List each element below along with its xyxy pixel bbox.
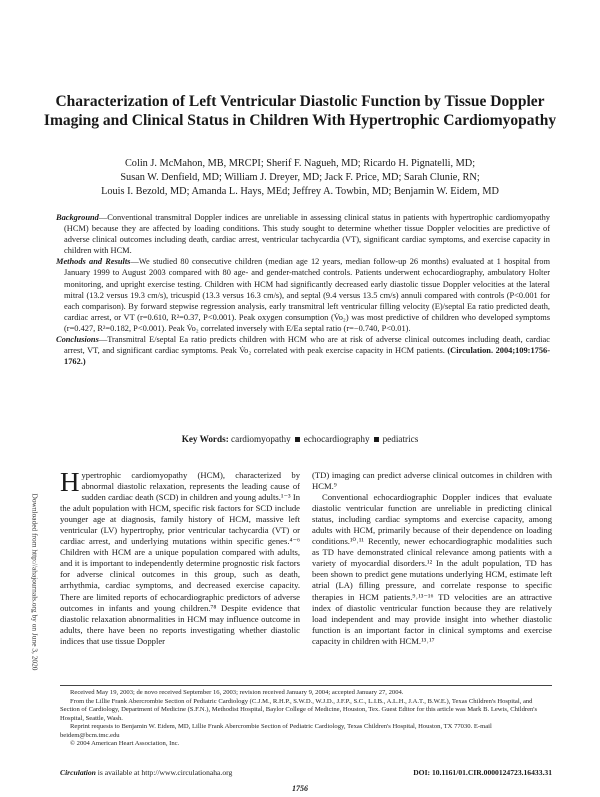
- methods-text: —We studied 80 consecutive children (median age 12 years, median follow-up 26 months) evaluated at 1 hospital from January 1999 to August 2003 compared with 80 age- and gender-matched controls. Patients underwent echocardiography, ambulatory Holter monitoring, and upright exercise testing. Children with HCM had significantly decreased early diastolic tissue Doppler velocities at the lateral mitral (13.2 versus 19.3 cm/s), tricuspid (13.3 versus 16.3 cm/s), and septal (9.4 versus 13.5 cm/s) annuli compared with controls (P<0.001 for each comparison). By forward stepwise regression analysis, early transmitral left ventricular filling velocity (E)/septal Ea ratio predicted death, cardiac arrest, or VT (r=0.610, R²=0.37, P<0.001). Peak oxygen consumption (V̇o₂) was most predictive of children who developed symptoms (r=0.427, R²=0.182, P<0.001). Peak V̇o₂ correlated inversely with E/Ea septal ratio (r=−0.740, P<0.01).: [64, 257, 551, 333]
- download-watermark: [28, 462, 42, 702]
- background-text: —Conventional transmitral Doppler indices are unreliable in assessing clinical status in patients with hypertrophic cardiomyopathy (HCM) because they are affected by loading conditions. This study sought to determine whether tissue Doppler velocities are predictive of adverse clinical outcomes including death, cardiac arrest, ventricular tachycardia (VT), significant cardiac symptoms, and exercise capacity in children with HCM.: [64, 213, 550, 256]
- drop-cap: H: [60, 467, 80, 497]
- abstract-methods: [56, 256, 550, 334]
- footnote-reprints: Reprint requests to Benjamin W. Eidem, MD, Lillie Frank Abercrombie Section of Pediatric Cardiology, Texas Children's Hospital, Houston, TX 77030. E-mail beidem@bcm.tmc.edu: [60, 723, 492, 739]
- availability-note: [60, 768, 232, 777]
- square-bullet-icon: [374, 437, 379, 442]
- footnote-affiliation: From the Lillie Frank Abercrombie Section of Pediatric Cardiology (C.J.M., R.H.P., S.W.D., W.J.D., J.F.P., S.C., L.I.B., A.L.H., J.A.T., B.W.E.), Texas Children's Hospital, and Section of Cardiology, Department of Medicine (S.F.N.), Methodist Hospital, Baylor College of Medicine, Houston, Tex. Guest Editor for this article was Mark B. Lewis, Children's Hospital, Seattle, Wash.: [60, 697, 538, 722]
- footnotes: [60, 689, 552, 749]
- background-label: Background: [56, 213, 99, 222]
- keyword-item: pediatrics: [382, 434, 419, 444]
- keywords-label: Key Words:: [181, 434, 229, 444]
- author-line: Colin J. McMahon, MB, MRCPI; Sherif F. Nagueh, MD; Ricardo H. Pignatelli, MD;: [124, 158, 476, 169]
- journal-url-text: is available at http://www.circulationaha.org: [95, 768, 233, 777]
- doi: DOI: 10.1161/01.CIR.0000124723.16433.31: [413, 768, 552, 777]
- square-bullet-icon: [295, 437, 300, 442]
- download-note-text: Downloaded from http://ahajournals.org by on June 3, 2020: [30, 493, 40, 671]
- abstract-conclusions: [56, 334, 550, 367]
- keywords: [40, 434, 560, 444]
- intro-continuation: (TD) imaging can predict adverse clinical outcomes in children with HCM.⁹: [312, 470, 552, 492]
- author-line: Susan W. Denfield, MD; William J. Dreyer, MD; Jack F. Price, MD; Sarah Clunie, RN;: [120, 172, 480, 183]
- conclusions-text: —Transmitral E/septal Ea ratio predicts children with HCM who are at risk of adverse clinical outcomes including death, cardiac arrest, VT, and significant cardiac symptoms. Peak V̇o₂ correlated with peak exercise capacity in HCM patients.: [64, 335, 550, 356]
- author-line: Louis I. Bezold, MD; Amanda L. Hays, MEd; Jeffrey A. Towbin, MD; Benjamin W. Eidem, MD: [101, 186, 499, 197]
- footnote-divider: [60, 685, 552, 686]
- abstract: [56, 212, 550, 367]
- article-title: Characterization of Left Ventricular Diastolic Function by Tissue Doppler Imaging and Clinical Status in Children With Hypertrophic Cardiomyopathy: [43, 93, 557, 129]
- citation: (Circulation. 2004;109:1756-1762.): [64, 346, 550, 367]
- journal-name: Circulation: [60, 768, 96, 777]
- intro-paragraph: [60, 467, 300, 647]
- body-column-right: [312, 470, 552, 647]
- body-column-left: [60, 467, 300, 647]
- conclusions-label: Conclusions: [56, 335, 99, 345]
- second-paragraph: Conventional echocardiographic Doppler indices that evaluate diastolic ventricular function are unreliable in predicting clinical status, including cardiac symptoms and exercise capacity, among adults with HCM, primarily because of their dependence on loading conditions.¹⁰˒¹¹ Recently, newer echocardiographic modalities such as TD have demonstrated clinical relevance among patients with a variety of myocardial disorders.¹² In the adult population, TD has been shown to predict gene mutations underlying HCM, estimate left atrial (LA) filling pressure, and correlate response to specific therapies in HCM patients.⁹˒¹³⁻¹⁶ TD velocities are an attractive index of diastolic ventricular function because they are relatively load independent and may provide insight into whether diastolic function is an important factor in clinical symptoms and exercise capacity in children with HCM.¹³˒¹⁷: [312, 492, 552, 646]
- footnote-received: Received May 19, 2003; de novo received September 16, 2003; revision received January 9, 2004; accepted January 27, 2004.: [70, 689, 404, 696]
- footnote-copyright: © 2004 American Heart Association, Inc.: [70, 740, 180, 747]
- page-number: 1756: [292, 784, 308, 793]
- keyword-item: echocardiography: [303, 434, 370, 444]
- author-list: [40, 157, 560, 199]
- intro-text: ypertrophic cardiomyopathy (HCM), characterized by abnormal diastolic relaxation, represents the leading cause of sudden cardiac death (SCD) in children and young adults.¹⁻³ In the adult population with HCM, specific risk factors for SCD include younger age at diagnosis, family history of HCM, massive left ventricular (LV) hypertrophy, prior ventricular tachycardia (VT) or cardiac arrest, and underlying mutations within specific genes.⁴⁻⁶ Children with HCM are a unique population compared with adults, and it is important to independently determine prognostic risk factors for adverse clinical outcomes in this group, such as death, arrhythmia, cardiac symptoms, and decreased exercise capacity. There are limited reports of echocardiographic predictors of adverse outcomes in infants and young children.⁷⁸ Despite evidence that diastolic relaxation abnormalities in HCM may influence outcome in adults, there have been no reports investigating whether diastolic indices that use tissue Doppler: [60, 470, 300, 646]
- abstract-background: [56, 212, 550, 256]
- methods-label: Methods and Results: [56, 257, 131, 267]
- keyword-item: cardiomyopathy: [231, 434, 291, 444]
